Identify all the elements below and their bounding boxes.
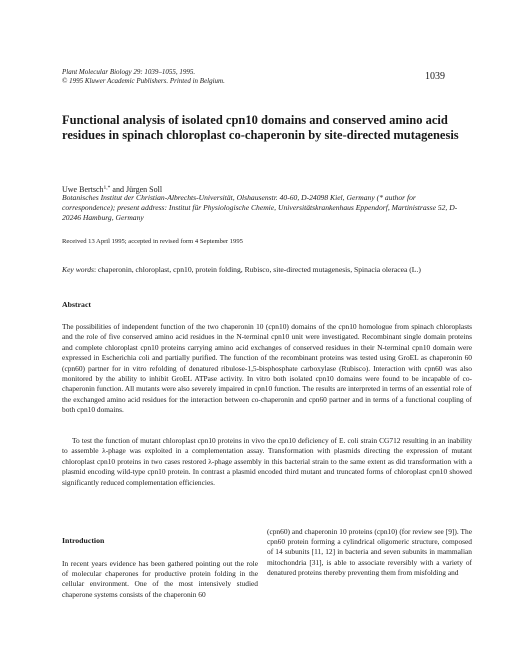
introduction-right-column: (cpn60) and chaperonin 10 proteins (cpn10) (for review see [9]). The cpn60 protein forming a cylindrical oligomeric structure, composed of 14 subunits [11, 12] in bacteria and seven subunits in mammalian mitochondria [31], is able to associate reversibly with a variety of denatured proteins thereby preventing them from misfolding and [267, 527, 472, 577]
journal-citation: Plant Molecular Biology 29: 1039–1055, 1995. [62, 68, 196, 76]
introduction-left-column: In recent years evidence has been gathered pointing out the role of molecular chaperones for productive protein folding in the cellular environment. One of the most intensively studied chaperone systems consists of the chaperonin 60 [62, 559, 258, 599]
author-rest: and Jürgen Soll [110, 185, 163, 194]
article-title: Functional analysis of isolated cpn10 domains and conserved amino acid residues in spinach chloroplast co-chaperonin by site-directed mutagenesis [62, 113, 459, 142]
keywords-text: : chaperonin, chloroplast, cpn10, protein folding, Rubisco, site-directed mutagenesis, Spinacia oleracea (L.) [94, 265, 421, 274]
received-dates: Received 13 April 1995; accepted in revised form 4 September 1995 [62, 238, 243, 245]
keywords [62, 265, 470, 275]
keywords-label: Key words [62, 265, 94, 274]
page-number: 1039 [425, 71, 445, 82]
abstract-heading: Abstract [62, 300, 92, 309]
abstract-paragraph-2: To test the function of mutant chloroplast cpn10 proteins in vivo the cpn10 deficiency of E. coli strain CG712 resulting in an inability to assemble λ-phage was exploited in a complementation assay. Transformation with plasmids directing the expression of mutant chloroplast cpn10 proteins in two cases restored λ-phage assembly in this bacterial strain to the same extent as did transformation with a plasmid encoding wild-type cpn10 protein. In contrast a plasmid encoded third mutant and truncated forms of chloroplast cpn10 showed significantly reduced complementation efficiencies. [62, 436, 472, 487]
author-marks: 1,* [103, 185, 111, 191]
affiliation: Botanisches Institut der Christian-Albrechts-Universität, Olshausenstr. 40-60, D-24098 Kiel, Germany (* author for correspondence); present address: Institut für Physiologische Chemie, Universitätskrankenhaus Eppendorf, Martinistrasse 52, D-20246 Hamburg, Germany [62, 193, 458, 222]
author-first: Uwe Bertsch [62, 185, 104, 194]
abstract-paragraph-1: The possibilities of independent function of the two chaperonin 10 (cpn10) domains of the cpn10 homologue from spinach chloroplasts and the role of five conserved amino acid residues in the N-terminal cpn10 unit were investigated. Recombinant single domain proteins and complete chloroplast cpn10 proteins carrying amino acid exchanges of conserved residues in their N-terminal cpn10 domain were expressed in Escherichia coli and partially purified. The function of the recombinant proteins was tested using GroEL as chaperonin 60 (cpn60) partner for in vitro refolding of denatured ribulose-1,5-bisphosphate carboxylase (Rubisco). Interaction with cpn60 was also monitored by the ability to inhibit GroEL ATPase activity. In vitro both isolated cpn10 domains were found to be incapable of co-chaperonin function. All mutants were also severely impaired in cpn10 function. The results are interpreted in terms of an essential role of the exchanged amino acid residues for the interaction between co-chaperonin and cpn60 partner and in terms of a functional coupling of both cpn10 domains. [62, 322, 472, 415]
copyright-line: © 1995 Kluwer Academic Publishers. Printed in Belgium. [62, 77, 225, 85]
introduction-heading: Introduction [62, 536, 105, 545]
